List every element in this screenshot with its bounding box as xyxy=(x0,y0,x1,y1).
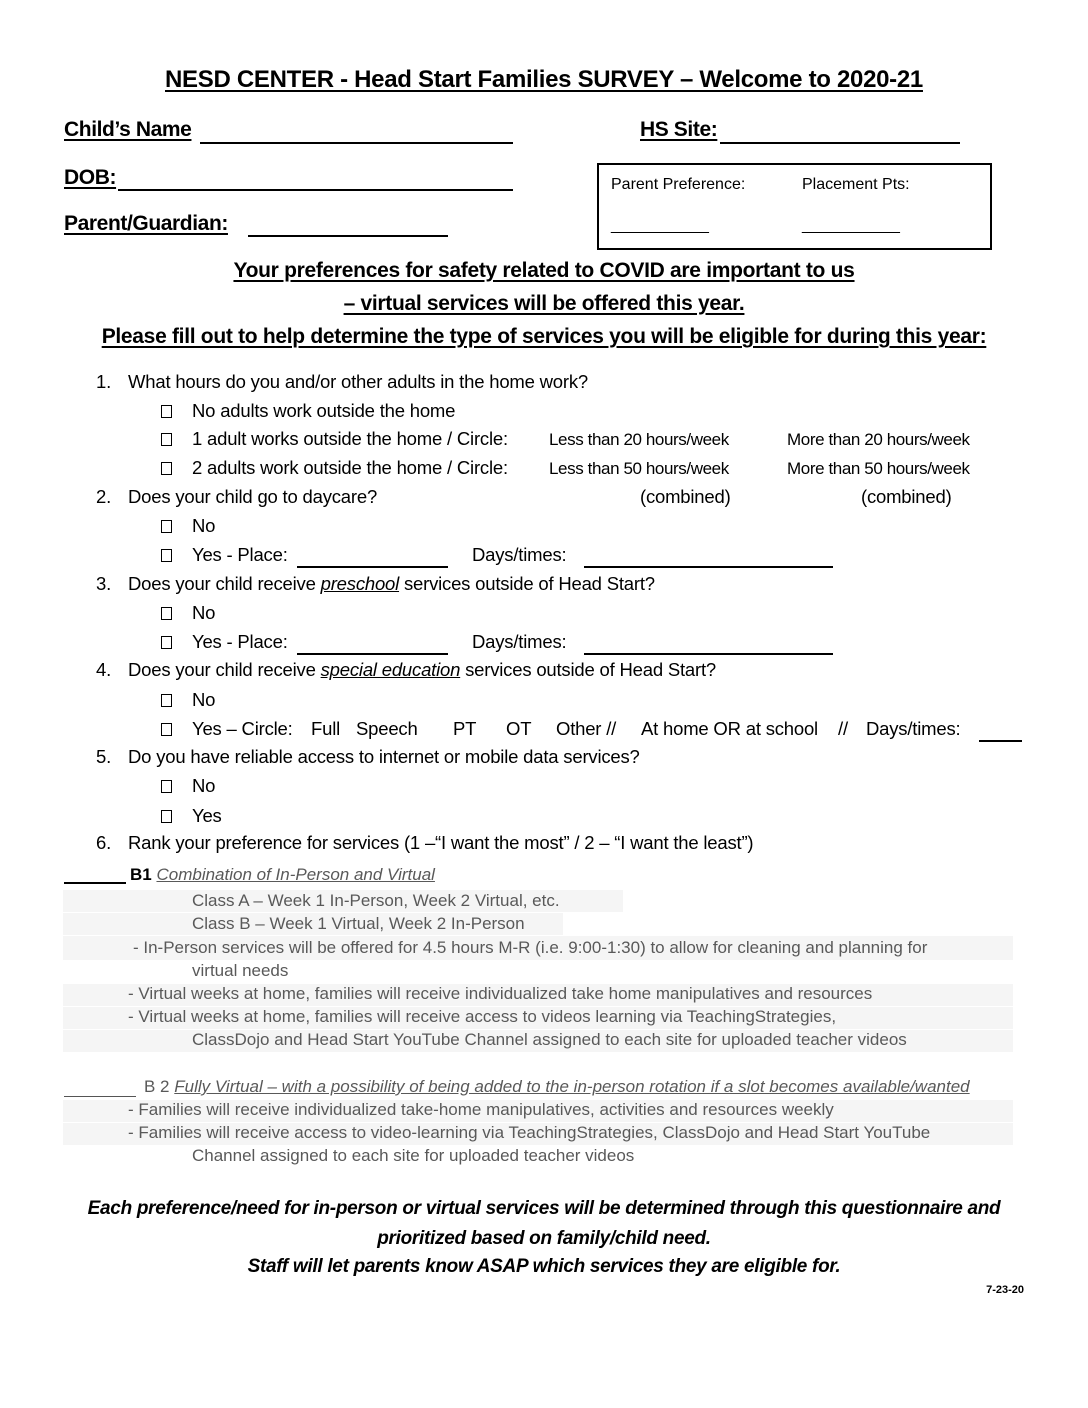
dob-field[interactable] xyxy=(118,189,513,191)
b1-code: B1 xyxy=(130,865,152,884)
question-text-part: Does your child receive xyxy=(128,659,321,680)
q1-option-1-adult xyxy=(0,428,1088,456)
option-label: No xyxy=(192,775,216,796)
footer-line1: Each preference/need for in-person or virtual services will be determined through this questionnaire and xyxy=(87,1198,1001,1219)
b2-line: - Families will receive access to video-learning via TeachingStrategies, ClassDojo and Head Start YouTube xyxy=(128,1123,931,1142)
b1-line: - In-Person services will be offered for 4.5 hours M-R (i.e. 9:00-1:30) to allow for cleaning and planning for xyxy=(133,938,928,957)
q2-option-no xyxy=(0,515,1088,543)
days-times-field[interactable] xyxy=(979,740,1022,742)
b1-line: ClassDojo and Head Start YouTube Channel assigned to each site for uploaded teacher videos xyxy=(192,1030,907,1049)
footer-line3: Staff will let parents know ASAP which services they are eligible for. xyxy=(247,1256,841,1277)
circle-choice-more-50[interactable]: More than 50 hours/week xyxy=(787,459,970,478)
place-field[interactable] xyxy=(297,566,448,568)
checkbox[interactable] xyxy=(161,723,172,736)
option-label: No xyxy=(192,515,216,536)
combined-note: (combined) xyxy=(861,486,952,507)
circle-choice-home-or-school[interactable]: At home OR at school xyxy=(641,718,818,739)
checkbox[interactable] xyxy=(161,607,172,620)
option-label: No xyxy=(192,689,216,710)
circle-choice-ot[interactable]: OT xyxy=(506,718,532,739)
days-times-label: Days/times: xyxy=(866,718,961,739)
days-times-field[interactable] xyxy=(584,566,833,568)
circle-choice-more-20[interactable]: More than 20 hours/week xyxy=(787,430,970,449)
question-4 xyxy=(0,659,1088,687)
question-text-part: services outside of Head Start? xyxy=(399,573,655,594)
dob-label: DOB: xyxy=(64,166,117,189)
b1-line: - Virtual weeks at home, families will receive access to videos learning via TeachingStrategies, xyxy=(128,1007,837,1026)
hs-site-label: HS Site: xyxy=(640,118,718,141)
b1-line: Class A – Week 1 In-Person, Week 2 Virtual, etc. xyxy=(192,891,560,910)
question-text-part: Does your child receive xyxy=(128,573,321,594)
question-emphasis: special education xyxy=(320,659,461,680)
days-times-label: Days/times: xyxy=(472,631,567,652)
b2-rank-field[interactable] xyxy=(64,1096,136,1097)
question-text: What hours do you and/or other adults in the home work? xyxy=(128,371,588,392)
place-field[interactable] xyxy=(297,653,448,655)
checkbox[interactable] xyxy=(161,694,172,707)
question-text: Do you have reliable access to internet or mobile data services? xyxy=(128,746,640,767)
b2-title: Fully Virtual – with a possibility of being added to the in-person rotation if a slot becomes available/wanted xyxy=(174,1077,970,1096)
option-label: Yes – Circle: xyxy=(192,718,293,739)
question-text-part: services outside of Head Start? xyxy=(460,659,717,680)
office-use-box xyxy=(597,163,992,250)
circle-choice-other[interactable]: Other // xyxy=(556,718,617,739)
revision-date: 7-23-20 xyxy=(986,1284,1024,1296)
covid-notice-line2: – virtual services will be offered this year. xyxy=(343,292,745,315)
circle-choice-less-50[interactable]: Less than 50 hours/week xyxy=(549,459,729,478)
option-label: Yes - Place: xyxy=(192,544,288,565)
checkbox[interactable] xyxy=(161,780,172,793)
b1-line: Class B – Week 1 Virtual, Week 2 In-Person xyxy=(192,914,525,933)
b1-line: - Virtual weeks at home, families will receive individualized take home manipulatives and resources xyxy=(128,984,873,1003)
checkbox[interactable] xyxy=(161,462,172,475)
q4-option-no xyxy=(0,689,1088,717)
hs-site-field[interactable] xyxy=(720,142,960,144)
option-label: No adults work outside the home xyxy=(192,400,456,421)
covid-notice-line1: Your preferences for safety related to COVID are important to us xyxy=(233,259,855,282)
b2-code: B 2 xyxy=(144,1077,170,1096)
circle-choice-pt[interactable]: PT xyxy=(453,718,477,739)
q5-option-no xyxy=(0,775,1088,803)
circle-choice-speech[interactable]: Speech xyxy=(356,718,418,739)
placement-pts-field[interactable]: ___________ xyxy=(802,217,900,234)
days-times-field[interactable] xyxy=(584,653,833,655)
survey-title: NESD CENTER - Head Start Families SURVEY – Welcome to 2020-21 xyxy=(165,66,923,93)
b2-line: - Families will receive individualized take-home manipulatives, activities and resources weekly xyxy=(128,1100,834,1119)
placement-pts-label: Placement Pts: xyxy=(802,176,910,193)
combined-note: (combined) xyxy=(640,486,731,507)
question-5 xyxy=(0,746,1088,774)
footer-line2: prioritized based on family/child need. xyxy=(377,1228,711,1249)
b1-title: Combination of In-Person and Virtual xyxy=(156,865,435,884)
b1-heading xyxy=(130,865,435,885)
parent-guardian-label: Parent/Guardian: xyxy=(64,212,228,235)
b1-line: virtual needs xyxy=(192,961,289,980)
parent-guardian-field[interactable] xyxy=(248,235,448,237)
question-emphasis: preschool xyxy=(320,573,400,594)
checkbox[interactable] xyxy=(161,405,172,418)
q1-option-no-adults xyxy=(0,400,1088,428)
b2-heading xyxy=(144,1077,970,1097)
option-label: Yes xyxy=(192,805,222,826)
q3-option-no xyxy=(0,602,1088,630)
question-number: 2. xyxy=(96,486,112,507)
option-label: 2 adults work outside the home / Circle: xyxy=(192,457,508,478)
q4-option-yes xyxy=(0,718,1088,746)
question-text xyxy=(128,573,655,595)
circle-choice-full[interactable]: Full xyxy=(311,718,341,739)
parent-preference-label: Parent Preference: xyxy=(611,176,746,193)
option-label: No xyxy=(192,602,216,623)
question-1 xyxy=(0,371,1088,399)
q3-option-yes xyxy=(0,631,1088,659)
question-number: 1. xyxy=(96,371,112,392)
checkbox[interactable] xyxy=(161,636,172,649)
question-number: 4. xyxy=(96,659,112,680)
option-label: 1 adult works outside the home / Circle: xyxy=(192,428,508,449)
question-text: Rank your preference for services (1 –“I want the most” / 2 – “I want the least”) xyxy=(128,832,754,853)
option-label: Yes - Place: xyxy=(192,631,288,652)
b1-rank-field[interactable] xyxy=(64,882,126,884)
question-3 xyxy=(0,573,1088,601)
covid-notice-line3: Please fill out to help determine the type of services you will be eligible for during this year: xyxy=(101,325,987,348)
days-times-label: Days/times: xyxy=(472,544,567,565)
question-text xyxy=(128,659,716,681)
parent-preference-field[interactable]: ___________ xyxy=(611,217,709,234)
question-number: 5. xyxy=(96,746,112,767)
q5-option-yes xyxy=(0,805,1088,833)
q1-option-2-adults xyxy=(0,457,1088,485)
question-6 xyxy=(0,832,1088,860)
childs-name-label: Child’s Name xyxy=(64,118,192,141)
b2-line: Channel assigned to each site for uploaded teacher videos xyxy=(192,1146,635,1165)
question-2 xyxy=(0,486,1088,514)
circle-choice-less-20[interactable]: Less than 20 hours/week xyxy=(549,430,729,449)
question-number: 6. xyxy=(96,832,112,853)
checkbox[interactable] xyxy=(161,520,172,533)
q2-option-yes xyxy=(0,544,1088,572)
checkbox[interactable] xyxy=(161,433,172,446)
question-text: Does your child go to daycare? xyxy=(128,486,378,507)
checkbox[interactable] xyxy=(161,549,172,562)
question-number: 3. xyxy=(96,573,112,594)
separator: // xyxy=(838,718,848,739)
childs-name-field[interactable] xyxy=(200,142,513,144)
checkbox[interactable] xyxy=(161,810,172,823)
